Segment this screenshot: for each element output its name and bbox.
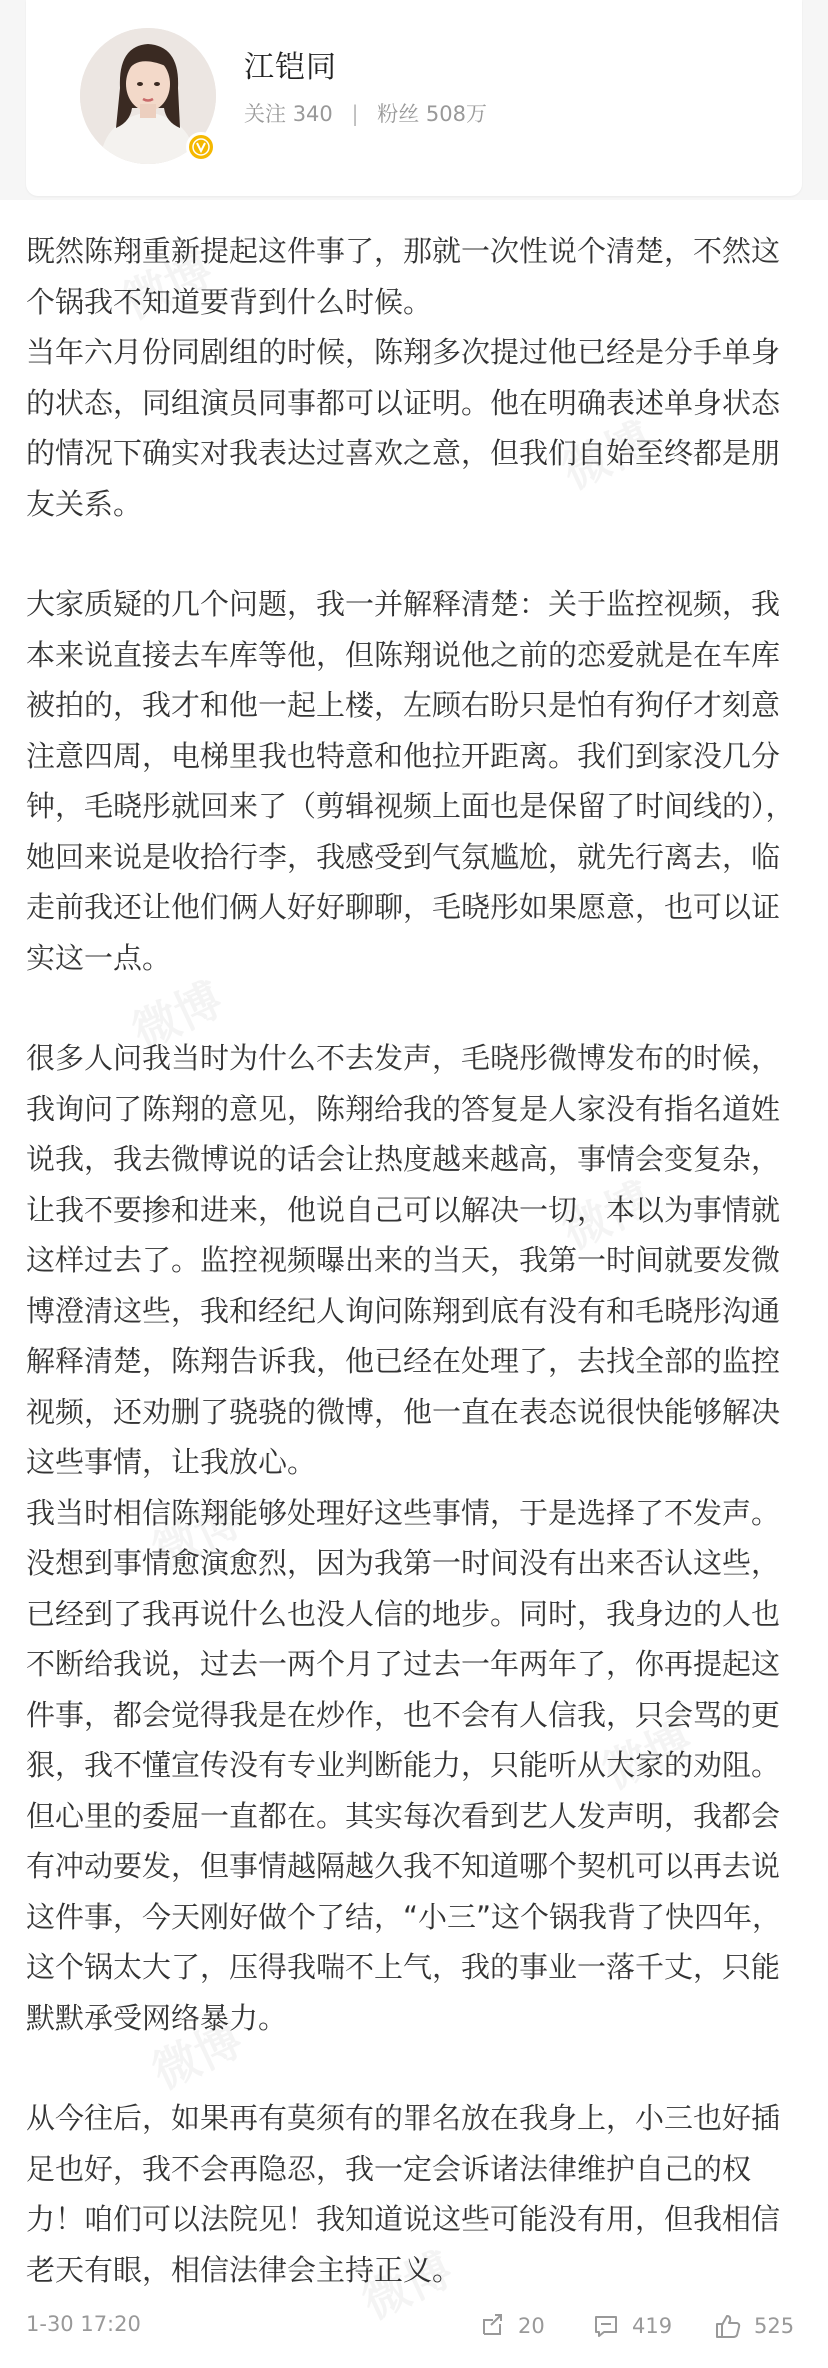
verified-badge-icon	[186, 132, 216, 162]
comment-count: 419	[632, 2314, 673, 2338]
paragraph-gap	[26, 2043, 796, 2093]
paragraph-gap	[26, 529, 796, 579]
like-count: 525	[754, 2314, 795, 2338]
followers-label: 粉丝	[377, 102, 420, 126]
username[interactable]: 江铠同	[244, 50, 337, 85]
post-paragraph: 大家质疑的几个问题，我一并解释清楚：关于监控视频，我本来说直接去车库等他，但陈翔说他之前的恋爱就是在车库被拍的，我才和他一起上楼，左顾右盼只是怕有狗仔才刻意注意四周，电梯里我也特意和他拉开距离。我们到家没几分钟，毛晓彤就回来了（剪辑视频上面也是保留了时间线的），她回来说是收拾行李，我感受到气氛尴尬，就先行离去，临走前我还让他们俩人好好聊聊，毛晓彤如果愿意，也可以证实这一点。	[26, 587, 795, 975]
following-count[interactable]: 340	[292, 102, 333, 126]
post-paragraph: 很多人问我当时为什么不去发声，毛晓彤微博发布的时候，我询问了陈翔的意见，陈翔给我的答复是人家没有指名道姓说我，我去微博说的话会让热度越来越高，事情会变复杂，让我不要掺和进来，他说自己可以解决一切，本以为事情就这样过去了。监控视频曝出来的当天，我第一时间就要发微博澄清这些，我和经纪人询问陈翔到底有没有和毛晓彤沟通解释清楚，陈翔告诉我，他已经在处理了，去找全部的监控视频，还劝删了骁骁的微博，他一直在表态说很快能够解决这些事情，让我放心。	[26, 1041, 781, 1479]
like-button[interactable]	[714, 2308, 794, 2344]
post-paragraph: 从今往后，如果再有莫须有的罪名放在我身上，小三也好插足也好，我不会再隐忍，我一定会诉诸法律维护自己的权力！咱们可以法院见！我知道说这些可能没有用，但我相信老天有眼，相信法律会主持正义。	[26, 2101, 781, 2287]
post-body	[26, 226, 796, 2295]
stats-separator: |	[351, 102, 359, 126]
comment-button[interactable]	[592, 2308, 672, 2344]
repost-icon	[478, 2312, 506, 2340]
paragraph-gap	[26, 983, 796, 1033]
following-label: 关注	[244, 102, 286, 126]
followers-count[interactable]: 508万	[425, 102, 488, 126]
comment-icon	[592, 2312, 620, 2340]
post-footer	[26, 2308, 802, 2348]
repost-count: 20	[518, 2314, 545, 2338]
post-timestamp: 1-30 17:20	[26, 2312, 141, 2336]
repost-button[interactable]	[478, 2308, 545, 2344]
profile-header	[26, 0, 802, 196]
post-paragraph: 既然陈翔重新提起这件事了，那就一次性说个清楚，不然这个锅我不知道要背到什么时候。	[26, 234, 781, 319]
profile-stats	[244, 98, 487, 128]
thumbs-up-icon	[714, 2312, 742, 2340]
post-paragraph: 我当时相信陈翔能够处理好这些事情，于是选择了不发声。没想到事情愈演愈烈，因为我第一时间没有出来否认这些，已经到了我再说什么也没人信的地步。同时，我身边的人也不断给我说，过去一两个月了过去一年两年了，你再提起这件事，都会觉得我是在炒作，也不会有人信我，只会骂的更狠，我不懂宣传没有专业判断能力，只能听从大家的劝阻。但心里的委屈一直都在。其实每次看到艺人发声明，我都会有冲动要发，但事情越隔越久我不知道哪个契机可以再去说这件事，今天刚好做个了结，“小三”这个锅我背了快四年，这个锅太大了，压得我喘不上气，我的事业一落千丈，只能默默承受网络暴力。	[26, 1495, 782, 2035]
post-paragraph: 当年六月份同剧组的时候，陈翔多次提过他已经是分手单身的状态，同组演员同事都可以证明。他在明确表述单身状态的情况下确实对我表达过喜欢之意，但我们自始至终都是朋友关系。	[26, 335, 781, 521]
